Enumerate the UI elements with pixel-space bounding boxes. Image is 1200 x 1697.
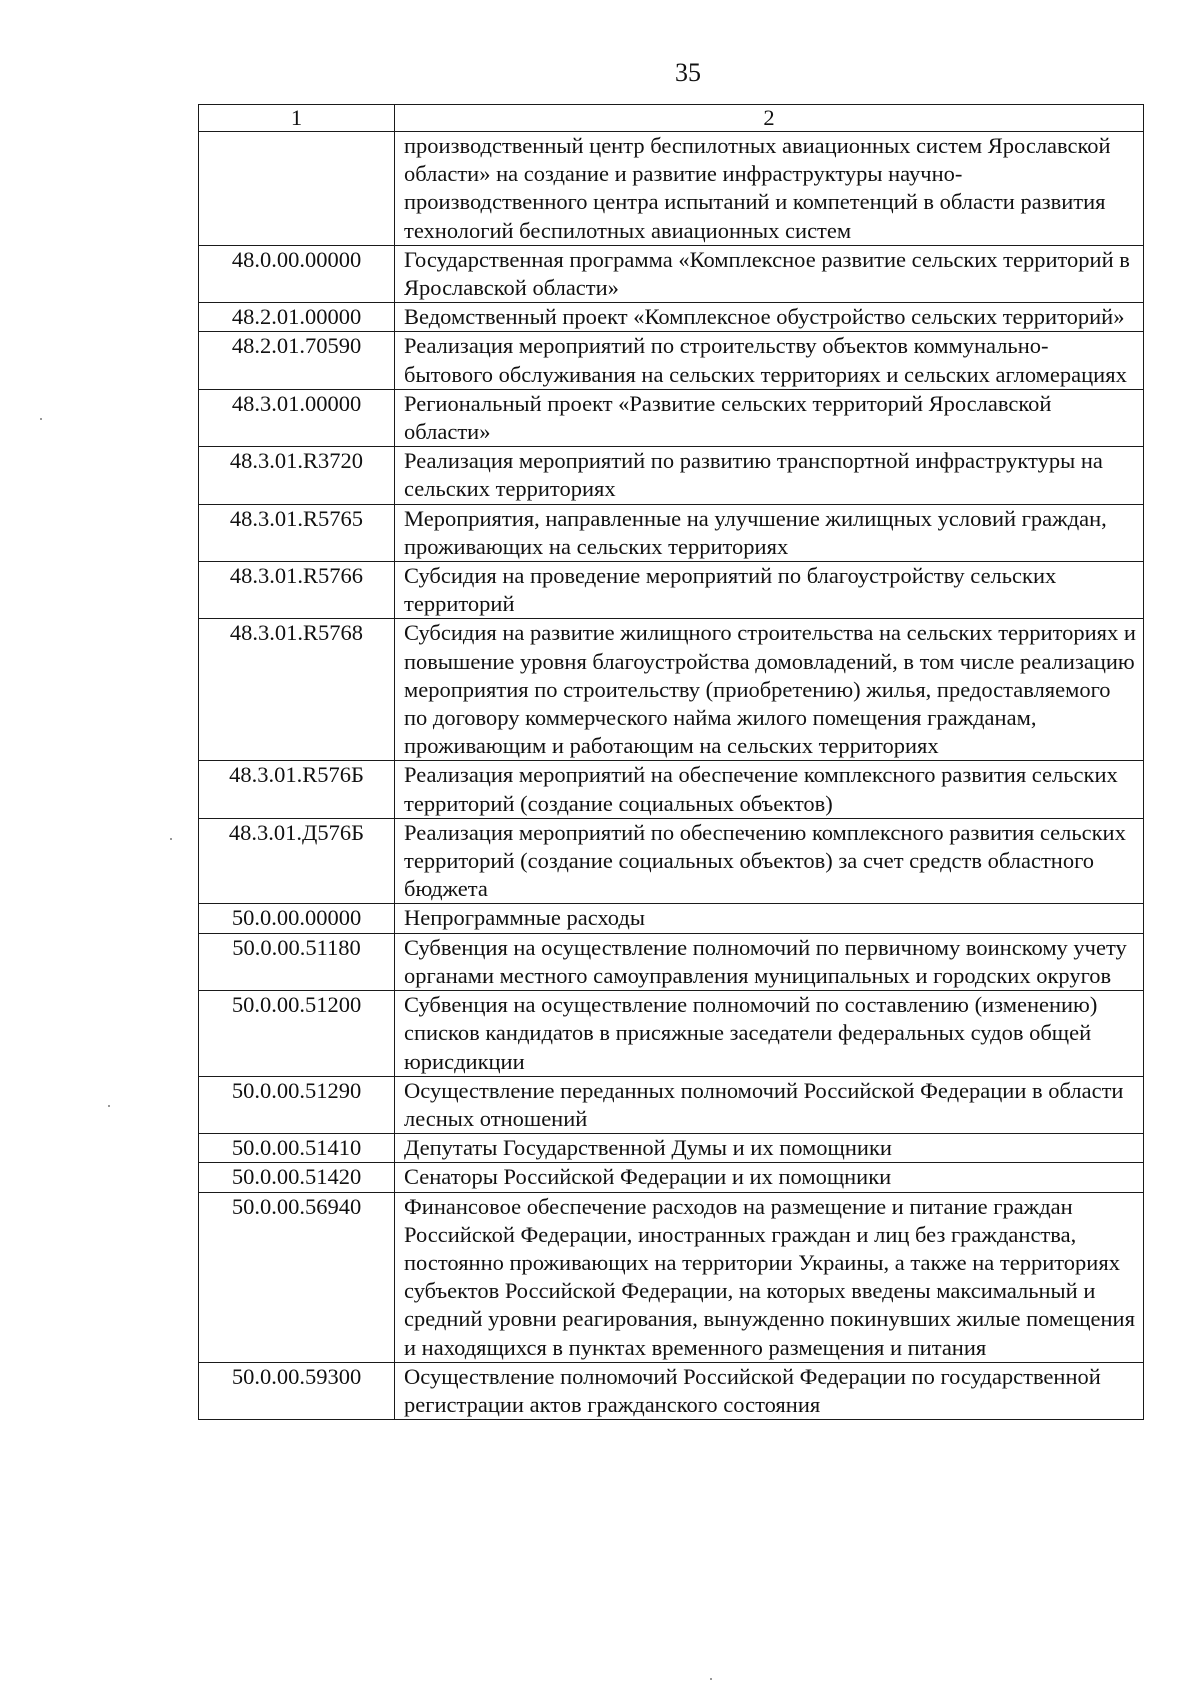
scan-speck <box>40 418 42 420</box>
table-header-row <box>199 105 1144 132</box>
row-text-cell: Сенаторы Российской Федерации и их помощники <box>395 1163 1144 1192</box>
row-text-cell: Финансовое обеспечение расходов на размещение и питание граждан Российской Федерации, иностранных граждан и лиц без гражданства, постоянно проживающих на территории Украины, а также на территориях субъектов Российской Федерации, на которых введены максимальный и средний уровни реагирования, вынужденно покинувших жилые помещения и находящихся в пунктах временного размещения и питания <box>395 1192 1144 1362</box>
row-text-cell: Осуществление переданных полномочий Российской Федерации в области лесных отношений <box>395 1076 1144 1133</box>
table-row <box>199 504 1144 561</box>
row-code-cell: 50.0.00.00000 <box>199 904 395 933</box>
table-body <box>199 132 1144 1420</box>
row-text-cell: Реализация мероприятий по развитию транспортной инфраструктуры на сельских территориях <box>395 447 1144 504</box>
row-code-cell: 50.0.00.51200 <box>199 991 395 1077</box>
column-header-code: 1 <box>199 105 395 132</box>
row-code-cell: 50.0.00.59300 <box>199 1362 395 1419</box>
table-row <box>199 904 1144 933</box>
row-code-cell: 48.3.01.R5768 <box>199 619 395 761</box>
table-row <box>199 447 1144 504</box>
row-code-cell: 50.0.00.56940 <box>199 1192 395 1362</box>
table-row <box>199 389 1144 446</box>
row-code-cell: 48.3.01.R5766 <box>199 562 395 619</box>
table-row <box>199 761 1144 818</box>
row-code-cell: 48.3.01.R5765 <box>199 504 395 561</box>
row-text-cell: Субвенция на осуществление полномочий по составлению (изменению) списков кандидатов в присяжные заседатели федеральных судов общей юрисдикции <box>395 991 1144 1077</box>
row-text-cell: Мероприятия, направленные на улучшение жилищных условий граждан, проживающих на сельских территориях <box>395 504 1144 561</box>
row-code-cell: 50.0.00.51180 <box>199 933 395 990</box>
row-text-cell: Субсидия на проведение мероприятий по благоустройству сельских территорий <box>395 562 1144 619</box>
row-text-cell: Реализация мероприятий на обеспечение комплексного развития сельских территорий (создание социальных объектов) <box>395 761 1144 818</box>
row-code-cell: 48.3.01.Д576Б <box>199 818 395 904</box>
row-text-cell: Осуществление полномочий Российской Федерации по государственной регистрации актов гражданского состояния <box>395 1362 1144 1419</box>
scan-speck <box>108 1105 110 1107</box>
row-text-cell: Региональный проект «Развитие сельских территорий Ярославской области» <box>395 389 1144 446</box>
table-row <box>199 991 1144 1077</box>
row-code-cell: 48.3.01.00000 <box>199 389 395 446</box>
scan-speck <box>170 838 172 840</box>
row-code-cell: 48.2.01.70590 <box>199 332 395 389</box>
row-text-cell: производственный центр беспилотных авиационных систем Ярославской области» на создание и развитие инфраструктуры научно-производственного центра испытаний и компетенций в области развития технологий беспилотных авиационных систем <box>395 132 1144 246</box>
row-text-cell: Ведомственный проект «Комплексное обустройство сельских территорий» <box>395 303 1144 332</box>
table-row <box>199 303 1144 332</box>
table-row <box>199 132 1144 246</box>
row-text-cell: Субсидия на развитие жилищного строительства на сельских территориях и повышение уровня благоустройства домовладений, в том числе реализацию мероприятия по строительству (приобретению) жилья, предоставляемого по договору коммерческого найма жилого помещения гражданам, проживающим и работающим на сельских территориях <box>395 619 1144 761</box>
row-code-cell: 48.0.00.00000 <box>199 245 395 302</box>
row-text-cell: Депутаты Государственной Думы и их помощники <box>395 1134 1144 1163</box>
row-text-cell: Непрограммные расходы <box>395 904 1144 933</box>
table-row <box>199 818 1144 904</box>
table-row <box>199 1163 1144 1192</box>
row-code-cell: 50.0.00.51410 <box>199 1134 395 1163</box>
table-row <box>199 245 1144 302</box>
row-text-cell: Субвенция на осуществление полномочий по первичному воинскому учету органами местного самоуправления муниципальных и городских округов <box>395 933 1144 990</box>
table-row <box>199 619 1144 761</box>
row-code-cell: 50.0.00.51420 <box>199 1163 395 1192</box>
scan-speck <box>710 1678 712 1680</box>
table-row <box>199 1076 1144 1133</box>
row-code-cell: 48.2.01.00000 <box>199 303 395 332</box>
budget-classification-table <box>198 104 1144 1420</box>
table-row <box>199 1362 1144 1419</box>
row-text-cell: Реализация мероприятий по обеспечению комплексного развития сельских территорий (создание социальных объектов) за счет средств областного бюджета <box>395 818 1144 904</box>
row-text-cell: Государственная программа «Комплексное развитие сельских территорий в Ярославской области» <box>395 245 1144 302</box>
row-code-cell <box>199 132 395 246</box>
table-row <box>199 562 1144 619</box>
page-number: 35 <box>675 58 701 87</box>
table-row <box>199 1192 1144 1362</box>
row-code-cell: 50.0.00.51290 <box>199 1076 395 1133</box>
table-row <box>199 933 1144 990</box>
column-header-text: 2 <box>395 105 1144 132</box>
row-code-cell: 48.3.01.R3720 <box>199 447 395 504</box>
row-text-cell: Реализация мероприятий по строительству объектов коммунально-бытового обслуживания на сельских территориях и сельских агломерациях <box>395 332 1144 389</box>
table-row <box>199 332 1144 389</box>
table-row <box>199 1134 1144 1163</box>
row-code-cell: 48.3.01.R576Б <box>199 761 395 818</box>
